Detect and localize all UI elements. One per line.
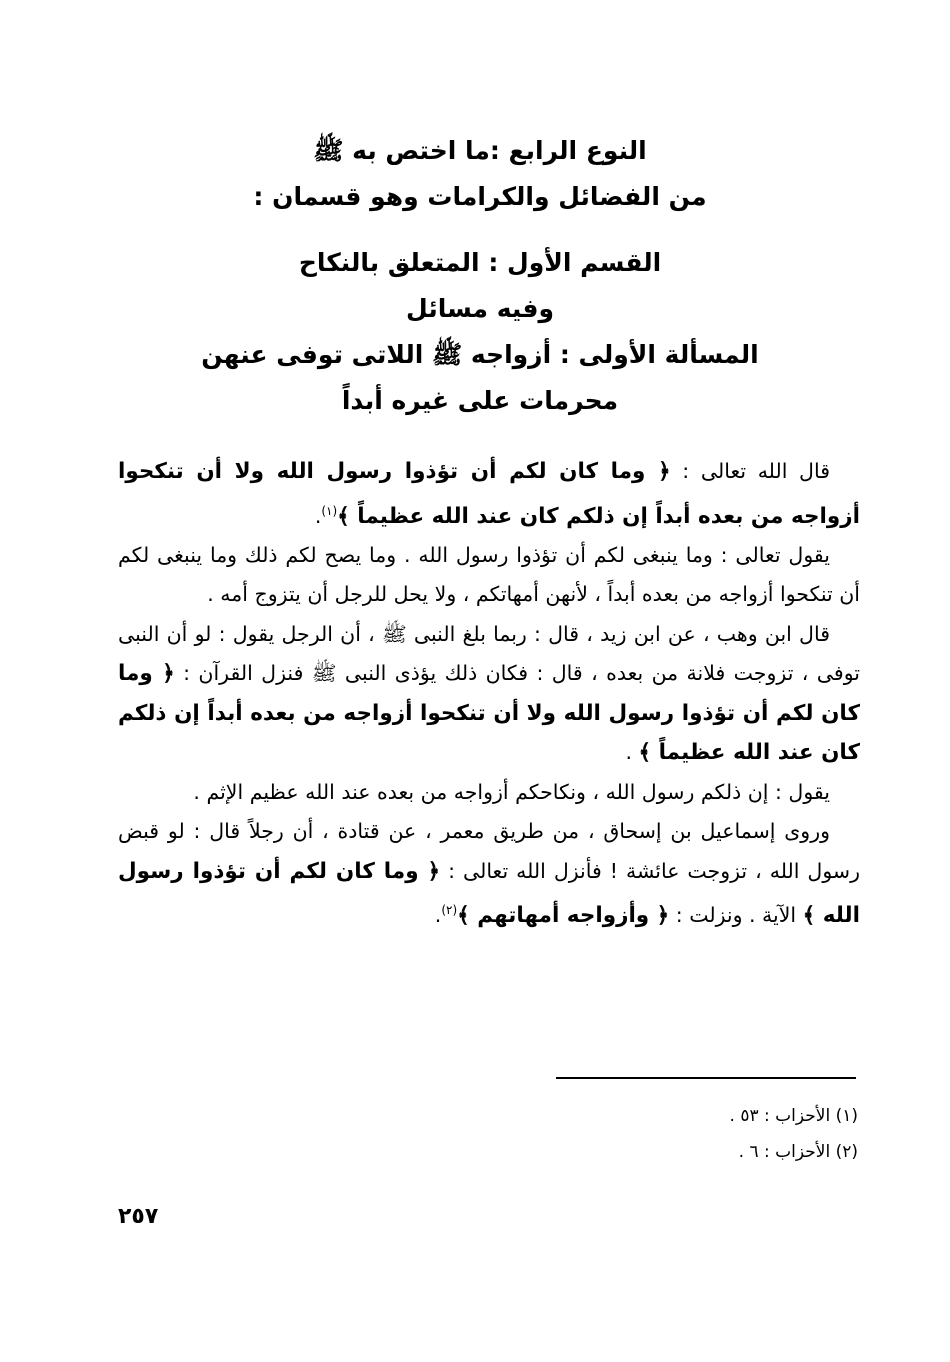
heading-gap: [160, 220, 800, 240]
paragraph-5-end: .: [434, 903, 442, 928]
footnote-1: (١) الأحزاب : ٥٣ .: [729, 1106, 858, 1126]
quran-verse: ﴿ وما كان لكم أن تؤذوا رسول الله ولا أن تنكحوا أزواجه من بعده أبداً إن ذلكم كان عند الله عظيماً ﴾: [118, 459, 860, 529]
paragraph-3: [118, 615, 860, 773]
quran-verse: ﴿ وأزواجه أمهاتهم ﴾: [457, 903, 670, 929]
footnote-divider: [556, 1077, 856, 1079]
heading-line-2: من الفضائل والكرامات وهو قسمان :: [253, 182, 707, 211]
paragraph-5-middle: الآية . ونزلت :: [669, 903, 803, 928]
footnote-2: (٢) الأحزاب : ٦ .: [738, 1142, 858, 1162]
quran-verse: ﴿ وما كان لكم أن تؤذوا رسول الله ولا أن تنكحوا أزواجه من بعده أبداً إن ذلكم كان عند الله عظيماً ﴾: [118, 661, 860, 766]
footnotes: [458, 1098, 858, 1170]
heading-line-1: النوع الرابع :ما اختص به ﷺ: [313, 136, 647, 165]
heading-line-3: القسم الأول : المتعلق بالنكاح: [298, 248, 662, 277]
footnote-marker-1: (١): [321, 503, 338, 518]
body-text: [118, 452, 860, 936]
footnote-marker-2: (٢): [441, 903, 458, 918]
heading-line-4: وفيه مسائل: [406, 294, 554, 323]
chapter-headings: [160, 128, 800, 424]
paragraph-3-intro: قال ابن وهب ، عن ابن زيد ، قال : ربما بلغ النبى ﷺ ، أن الرجل يقول : لو أن النبى توفى ، تزوجت فلانة من بعده ، قال : فكان ذلك يؤذى النبى ﷺ فنزل القرآن :: [118, 621, 860, 686]
paragraph-4: يقول : إن ذلكم رسول الله ، ونكاحكم أزواجه من بعده عند الله عظيم الإثم .: [193, 779, 830, 804]
heading-line-5: المسألة الأولى : أزواجه ﷺ اللاتى توفى عنهن: [201, 340, 759, 369]
paragraph-3-end: .: [625, 740, 639, 765]
page-number: ٢٥٧: [118, 1204, 159, 1229]
quran-verse: ﴿ وما كان لكم أن تؤذوا رسول الله ﴾: [118, 858, 860, 929]
paragraph-2: يقول تعالى : وما ينبغى لكم أن تؤذوا رسول الله . وما يصح لكم ذلك وما ينبغى لكم أن تنكحوا أزواجه من بعده أبداً ، لأنهن أمهاتكم ، ولا يحل للرجل أن يتزوج أمه .: [118, 542, 860, 607]
paragraph-1-end: .: [314, 503, 322, 528]
paragraph-1-intro: قال الله تعالى :: [670, 459, 830, 483]
paragraph-5-intro: وروى إسماعيل بن إسحاق ، من طريق معمر ، عن قتادة ، أن رجلاً قال : لو قبض رسول الله ، تزوجت عائشة ! فأنزل الله تعالى :: [118, 819, 860, 883]
paragraph-1: [118, 452, 860, 536]
paragraph-5: [118, 812, 860, 935]
heading-line-6: محرمات على غيره أبداً: [341, 386, 619, 415]
